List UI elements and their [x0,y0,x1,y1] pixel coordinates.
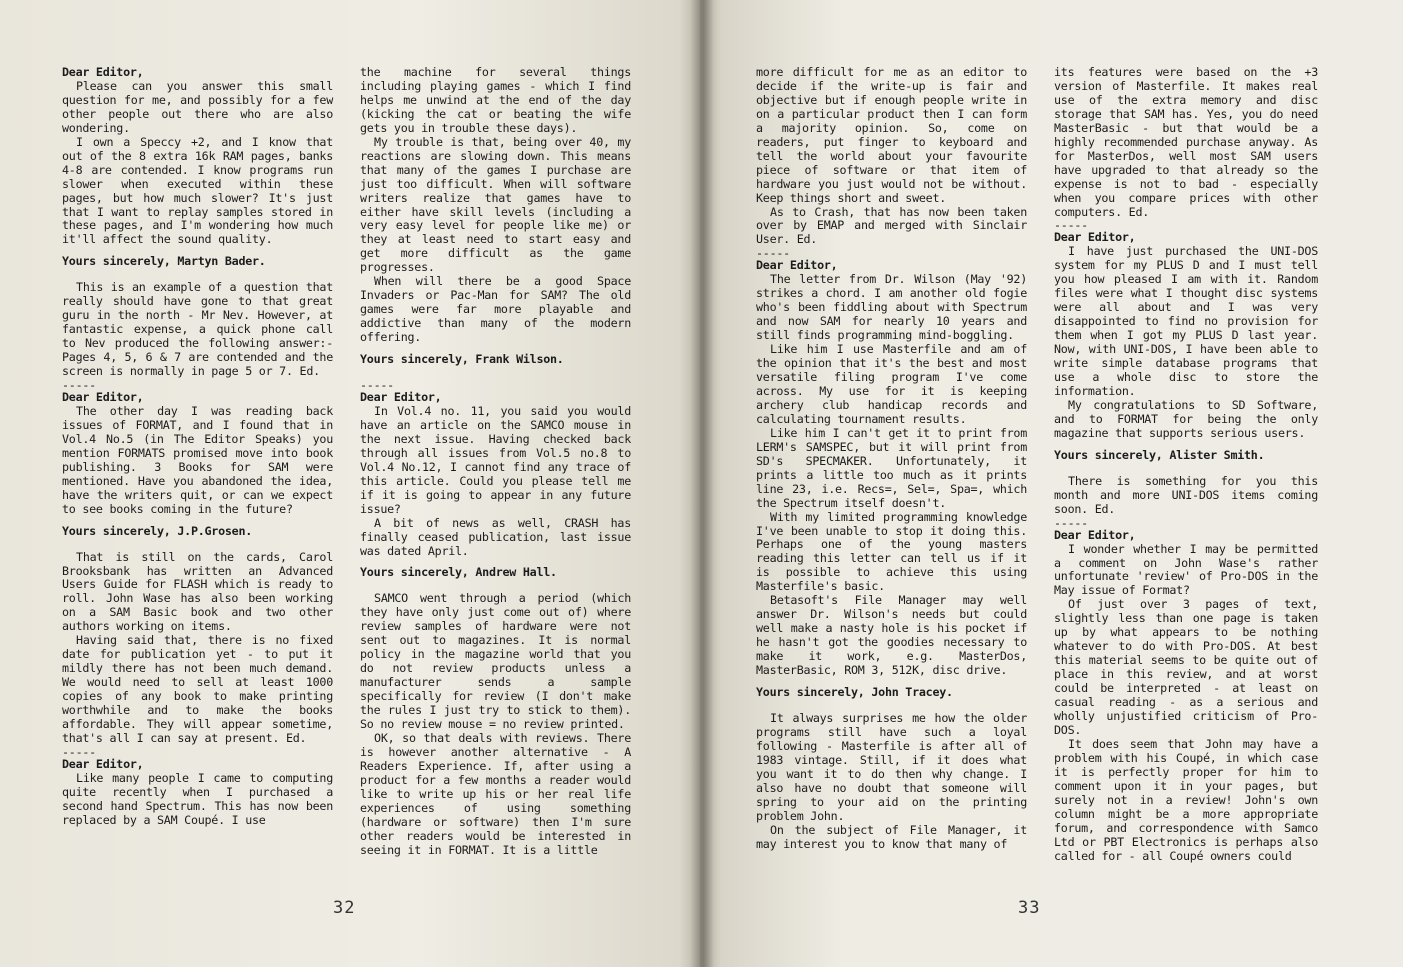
paragraph: The other day I was reading back issues of FORMAT, and I found that in Vol.4 No.5 (in The Editor Speaks) you mention FORMATS promised move into book publishing. 3 Books for SAM were mentioned. Have you abandoned the idea, have the writers quit, or can we expect to see books coming in the future? [62,403,333,516]
separator: ----- [62,378,96,393]
salutation: Dear Editor, [1054,230,1136,245]
paragraph: A bit of news as well, CRASH has finally ceased publication, last issue was dated April. [360,515,631,558]
column-left-2 [360,66,631,858]
paragraph: My trouble is that, being over 40, my reactions are slowing down. This means that many of the games I purchase are just too difficult. When will software writers realize that games have to either have skill levels (including a very easy level for people like me) or they at least need to start easy and get more difficult as the game progresses. [360,134,631,275]
paragraph: Betasoft's File Manager may well answer Dr. Wilson's needs but could well make a nasty hole is his pocket if he hasn't got the goodies necessary to make it work, e.g. MasterDos, MasterBasic, ROM 3, 512K, disc drive. [756,593,1027,678]
salutation: Dear Editor, [62,390,144,405]
book-gutter [690,0,714,967]
page-number-left: 32 [333,898,356,918]
column-left-1 [62,66,333,828]
paragraph: When will there be a good Space Invaders or Pac-Man for SAM? The old games were far more playable and addictive than many of the modern offering. [360,274,631,345]
separator: ----- [1054,515,1088,530]
salutation: Dear Editor, [1054,527,1136,542]
paragraph: On the subject of File Manager, it may interest you to know that many of [756,822,1027,851]
salutation: Dear Editor, [62,756,144,771]
column-right-2 [1054,66,1318,863]
paragraph: In Vol.4 no. 11, you said you would have an article on the SAMCO mouse in the next issue. Having checked back through all issues from Vol.5 no.8 to Vol.4 No.12, I cannot find any trace of this article. Could you please tell me if it is going to appear in any future issue? [360,403,631,516]
page-33 [700,0,1403,967]
signature: Yours sincerely, Martyn Bader. [62,254,266,269]
paragraph: Like him I use Masterfile and am of the opinion that it's the best and most versatile filing program I've come across. My use for it is keeping archery club handicap records and calculating tournament results. [756,342,1027,426]
signature: Yours sincerely, John Tracey. [756,684,953,699]
paragraph: My congratulations to SD Software, and to FORMAT for being the only magazine that supports serious users. [1054,397,1318,440]
paragraph: There is something for you this month and more UNI-DOS items coming soon. Ed. [1054,473,1318,516]
separator: ----- [1054,218,1088,233]
paragraph: more difficult for me as an editor to decide if the write-up is fair and objective but if enough people write in on a particular product then I can form a majority opinion. So, come on readers, put finger to keyboard and tell the world about your favourite piece of software or that item of hardware you just would not be without. Keep things short and sweet. [756,65,1027,205]
paragraph: As to Crash, that has now been taken over by EMAP and merged with Sinclair User. Ed. [756,204,1027,247]
salutation: Dear Editor, [756,258,838,273]
page-number-right: 33 [1018,898,1041,918]
paragraph: its features were based on the +3 version of Masterfile. It makes real use of the extra memory and disc storage that SAM has. Yes, you do need MasterBasic - but that would be a highly recommended purchase anyway. As for MasterDos, well most SAM users have upgraded to that already so the expense is not to bad - especially when you compare prices with other computers. Ed. [1054,65,1318,219]
paragraph: OK, so that deals with reviews. There is however another alternative - A Readers Experience. If, after using a product for a few months a reader would like to write up his or her real life experiences of using something (hardware or software) then I'm sure other readers would be interested in seeing it in FORMAT. It is a little [360,730,631,857]
salutation: Dear Editor, [62,65,144,79]
paragraph: I own a Speccy +2, and I know that out of the 8 extra 16k RAM pages, banks 4-8 are contended. I know programs run slower when executed within these pages, but how much slower? It's just that I want to replay samples stored in these pages, and I'm wondering how much it'll affect the sound quality. [62,134,333,247]
paragraph: Of just over 3 pages of text, slightly less than one page is taken up by what appears to be nothing whatever to do with Pro-DOS. At best this material seems to be quite out of place in this review, and at worst could be interpreted - at least on casual reading - as a serious and wholly unjustified criticism of Pro-DOS. [1054,597,1318,737]
signature: Yours sincerely, Alister Smith. [1054,447,1265,462]
signature: Yours sincerely, Frank Wilson. [360,352,564,367]
separator: ----- [360,378,394,393]
paragraph: the machine for several things including playing games - which I find helps me unwind at the end of the day (kicking the cat or beating the wife gets you in trouble these days). [360,65,631,135]
paragraph: This is an example of a question that really should have gone to that great guru in the north - Mr Nev. However, at fantastic expense, a quick phone call to Nev produced the following answer:- Pages 4, 5, 6 & 7 are contended and the screen is normally in page 5 or 7. Ed. [62,280,333,379]
column-right-1 [756,66,1027,851]
paragraph: It does seem that John may have a problem with his Coupé, in which case it is perfectly proper for him to comment upon it in your pages, but surely not in a review! John's own column might be a more appropriate forum, and correspondence with Samco Ltd or PBT Electronics is perhaps also called for - all Coupé owners could [1054,736,1318,863]
signature: Yours sincerely, J.P.Grosen. [62,523,253,538]
paragraph: I wonder whether I may be permitted a comment on John Wase's rather unfortunate 'review' of Pro-DOS in the May issue of Format? [1054,541,1318,598]
paragraph: With my limited programming knowledge I've been unable to stop it doing this. Perhaps one of the young masters reading this letter can tell us if it is possible to achieve this using Masterfile's basic. [756,509,1027,594]
signature: Yours sincerely, Andrew Hall. [360,565,557,580]
paragraph: The letter from Dr. Wilson (May '92) strikes a chord. I am another old fogie who's been fiddling about with Spectrum and now SAM for nearly 10 years and still finds programming mind-boggling. [756,272,1027,343]
paragraph: That is still on the cards, Carol Brooksbank has written an Advanced Users Guide for FLASH which is ready to roll. John Wase has also been working on a SAM Basic book and two other authors working on items. [62,549,333,634]
separator: ----- [756,246,790,261]
paragraph: Like him I can't get it to print from LERM's SAMSPEC, but it will print from SD's SPECMAKER. Unfortunately, it prints a little too much as it prints line 23, i.e. Recs=, Sel=, Spa=, which the Spectrum itself doesn't. [756,425,1027,510]
salutation: Dear Editor, [360,390,442,405]
page-32 [0,0,700,967]
paragraph: Having said that, there is no fixed date for publication yet - to put it mildly there has not been much demand. We would need to sell at least 1000 copies of any book to make printing worthwhile and to make the books affordable. They will appear sometime, that's all I can say at present. Ed. [62,633,333,745]
paragraph: Like many people I came to computing quite recently when I purchased a second hand Spectrum. This has now been replaced by a SAM Coupé. I use [62,770,333,827]
paragraph: Please can you answer this small question for me, and possibly for a few other people out there who are also wondering. [62,78,333,135]
paragraph: SAMCO went through a period (which they have only just come out of) where review samples of hardware were not sent out to magazines. It is normal policy in the magazine world that you do not review products unless a manufacturer sends a sample specifically for review (I don't make the rules I just try to stick to them). So no review mouse = no review printed. [360,591,631,731]
paragraph: It always surprises me how the older programs still have such a loyal following - Masterfile is after all of 1983 vintage. Still, if it does what you want it to do then why change. I also have no doubt that someone will spring to your aid on the printing problem John. [756,710,1027,823]
separator: ----- [62,744,96,759]
paragraph: I have just purchased the UNI-DOS system for my PLUS D and I must tell you how pleased I am with it. Random files were what I thought disc systems were all about and I was very disappointed to find no provision for them when I got my PLUS D last year. Now, with UNI-DOS, I have been able to write simple database programs that use a whole disc to store the information. [1054,244,1318,398]
